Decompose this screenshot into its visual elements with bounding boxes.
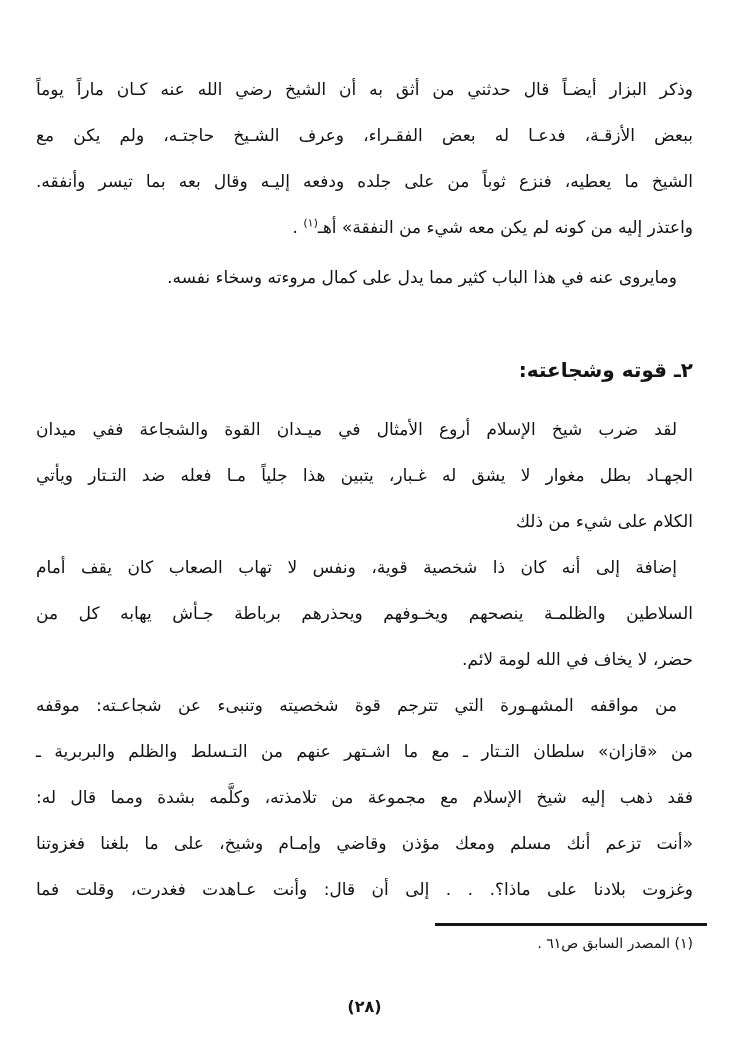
text-line: حضر، لا يخاف في الله لومة لائم. [461,650,693,670]
text-line: وذكر البزار أيضـاً قال حدثني من أثق به أن الشيخ رضي الله عنه كـان ماراً يوماً [36,80,693,100]
sentence-period: . [292,218,304,238]
text-line: الجهـاد بطل مغوار لا يشق له غـبار، يتبين هذا جلياً مـا فعله ضد التـتار ويأتي [36,466,693,486]
quote-closing-text: واعتذر إليه من كونه لم يكن معه شيء من النفقة» أهـ [317,218,693,238]
section-heading-strength-courage: ٢ـ قوته وشجاعته: [518,358,693,382]
paragraph-jihad-hero [36,407,693,545]
paragraph-generosity-anecdote [36,67,693,251]
paragraph-personality [36,545,693,683]
paragraph-summary [36,255,693,301]
footnote-divider [435,923,707,926]
text-line: السلاطين والظلمـة ينصحهم ويخـوفهم ويحذرهم برباطة جـأش يهابه كل من [36,604,693,624]
text-line: فقد ذهب إليه شيخ الإسلام مع مجموعة من تلامذته، وكلَّمه بشدة ومما قال له: [36,788,693,808]
footnote-text: (١) المصدر السابق ص٦١ . [537,936,693,952]
text-line: الشيخ ما يعطيه، فنزع ثوباً من على جلده ودفعه إليـه وقال بعه بما تيسر وأنفقه. [36,172,693,192]
text-line: الكلام على شيء من ذلك [515,512,693,532]
text-line: ببعض الأزقـة، فدعـا له بعض الفقـراء، وعرف الشـيخ حاجتـه، ولم يكن مع [36,126,693,146]
text-line: إضافة إلى أنه كان ذا شخصية قوية، ونفس لا تهاب الصعاب كان يقف أمام [36,558,677,578]
text-line [36,205,693,251]
footnote-marker: (١) [303,216,318,230]
paragraph-quote-to-qazan [36,821,693,913]
text-line: «أنت تزعم أنك مسلم ومعك مؤذن وقاضي وإمـام وشيخ، على ما بلغنا فغزوتنا [36,834,693,854]
text-line: من «قازان» سلطان التـتار ـ مع ما اشـتهر عنهم من التـسلط والظلم والبربرية ـ [36,742,693,762]
text-line: من مواقفه المشهـورة التي تترجم قوة شخصيته وتنبىء عن شجاعـته: موقفه [36,696,677,716]
text-line: وغزوت بلادنا على ماذا؟. . . إلى أن قال: وأنت عـاهدت فغدرت، وقلت فما [36,880,693,900]
text-line: ومايروى عنه في هذا الباب كثير مما يدل على كمال مروءته وسخاء نفسه. [167,268,677,288]
page-number: (٢٨) [347,997,382,1016]
paragraph-qazan-stance [36,683,693,821]
text-line: لقد ضرب شيخ الإسلام أروع الأمثال في ميـدان القوة والشجاعة ففي ميدان [36,420,677,440]
